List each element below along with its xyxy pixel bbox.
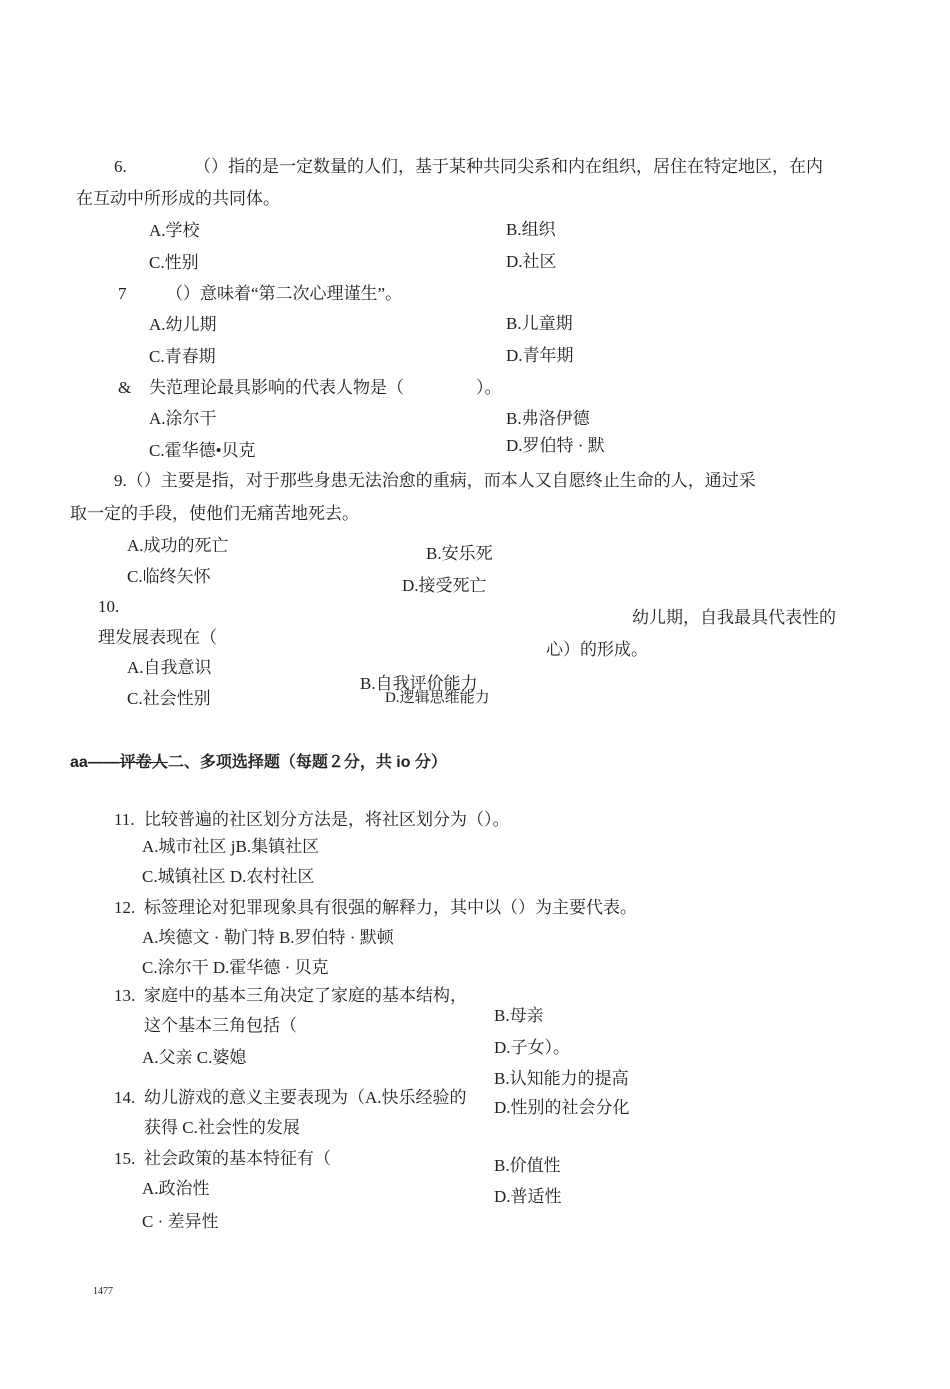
question-9-option-c: C.临终矢怀: [127, 567, 211, 586]
question-7-option-c: C.青春期: [149, 347, 216, 366]
question-6-option-d: D.社区: [506, 252, 557, 271]
question-6-option-b: B.组织: [506, 220, 556, 239]
question-13-number: 13.: [114, 986, 136, 1005]
question-12-options-ab: A.埃德文 · 勒门特 B.罗伯特 · 默顿: [142, 928, 394, 947]
question-9-option-d: D.接受死亡: [402, 576, 487, 595]
question-14-text: 幼儿游戏的意义主要表现为（A.快乐经验的: [144, 1088, 467, 1107]
question-12-options-cd: C.涂尔干 D.霍华德 · 贝克: [142, 958, 329, 977]
question-15-option-b: B.价值性: [494, 1156, 561, 1175]
question-10-number: 10.: [98, 597, 120, 616]
section-2-grader-label: 评卷人: [119, 754, 168, 771]
question-6-number: 6.: [114, 157, 127, 176]
question-12-text: 标签理论对犯罪现象具有很强的解释力，其中以（）为主要代表。: [144, 898, 637, 917]
question-10-option-a: A.自我意识: [127, 658, 212, 677]
question-11-options-cd: C.城镇社区 D.农村社区: [142, 867, 315, 886]
question-15-option-d: D.普适性: [494, 1187, 562, 1206]
question-14-number: 14.: [114, 1088, 136, 1107]
question-13-options-ac: A.父亲 C.婆媳: [142, 1048, 247, 1067]
question-14-option-b: B.认知能力的提高: [494, 1069, 629, 1088]
question-14-option-d: D.性别的社会分化: [494, 1098, 630, 1117]
question-7-option-a: A.幼儿期: [149, 315, 217, 334]
question-6-option-c: C.性别: [149, 253, 199, 272]
question-13-option-d: D.子女）。: [494, 1038, 571, 1057]
question-8-option-b: B.弗洛伊德: [506, 409, 590, 428]
question-9-text-cont: 取一定的手段，使他们无痛苦地死去。: [70, 504, 359, 523]
question-10-text-right: 幼儿期，自我最具代表性的: [632, 608, 836, 627]
question-10-option-b: B.自我评价能力: [360, 674, 478, 693]
question-10-option-c: C.社会性别: [127, 689, 211, 708]
question-10-text-left: 理发展表现在（: [98, 628, 217, 647]
question-7-option-d: D.青年期: [506, 346, 574, 365]
question-8-number: &: [118, 378, 132, 397]
question-8-text: 失范理论最具影响的代表人物是（: [149, 378, 404, 397]
question-8-text-close: ）。: [476, 378, 502, 397]
section-2-header: [70, 752, 447, 774]
question-8-option-d: D.罗伯特 · 默: [506, 436, 605, 455]
question-6-text: （）指的是一定数量的人们，基于某种共同尖系和内在组织，居住在特定地区，在内: [194, 157, 823, 176]
question-11-options-ab: A.城市社区 jB.集镇社区: [142, 837, 320, 856]
question-11-number: 11.: [114, 810, 135, 829]
question-14-text-cont: 获得 C.社会性的发展: [144, 1118, 300, 1137]
question-8-option-c: C.霍华德•贝克: [149, 441, 256, 460]
question-10-text-end: 心）的形成。: [546, 640, 648, 659]
question-13-text: 家庭中的基本三角决定了家庭的基本结构，: [144, 986, 467, 1005]
question-10-option-d-text: D.逻辑思维能力: [385, 690, 490, 706]
question-7-number: 7: [118, 284, 127, 303]
question-13-option-b: B.母亲: [494, 1006, 544, 1025]
question-15-option-a: A.政治性: [142, 1179, 210, 1198]
section-2-prefix: aa——: [70, 754, 120, 771]
question-6-text-cont: 在互动中所形成的共同体。: [76, 189, 280, 208]
question-15-option-c: C · 差异性: [142, 1212, 219, 1231]
question-6-option-a: A.学校: [149, 221, 200, 240]
question-8-option-a: A.涂尔干: [149, 409, 217, 428]
page-code: 1477: [93, 1286, 113, 1297]
question-15-text: 社会政策的基本特征有（: [144, 1149, 331, 1168]
question-7-text: （）意味着“第二次心理谨生”。: [166, 284, 403, 303]
question-9-option-b: B.安乐死: [426, 544, 493, 563]
section-2-title: 二、多项选择题（每题２分，共 io 分）: [167, 754, 447, 771]
question-12-number: 12.: [114, 898, 136, 917]
question-15-number: 15.: [114, 1149, 136, 1168]
question-9-text: 9.（）主要是指，对于那些身患无法治愈的重病，而本人又自愿终止生命的人，通过采: [114, 471, 756, 490]
question-11-text: 比较普遍的社区划分方法是，将社区划分为（）。: [144, 810, 510, 829]
question-13-text-cont: 这个基本三角包括（: [144, 1016, 297, 1035]
question-7-option-b: B.儿童期: [506, 314, 573, 333]
question-10-option-d-clipped: [385, 690, 490, 707]
question-9-option-a: A.成功的死亡: [127, 536, 229, 555]
